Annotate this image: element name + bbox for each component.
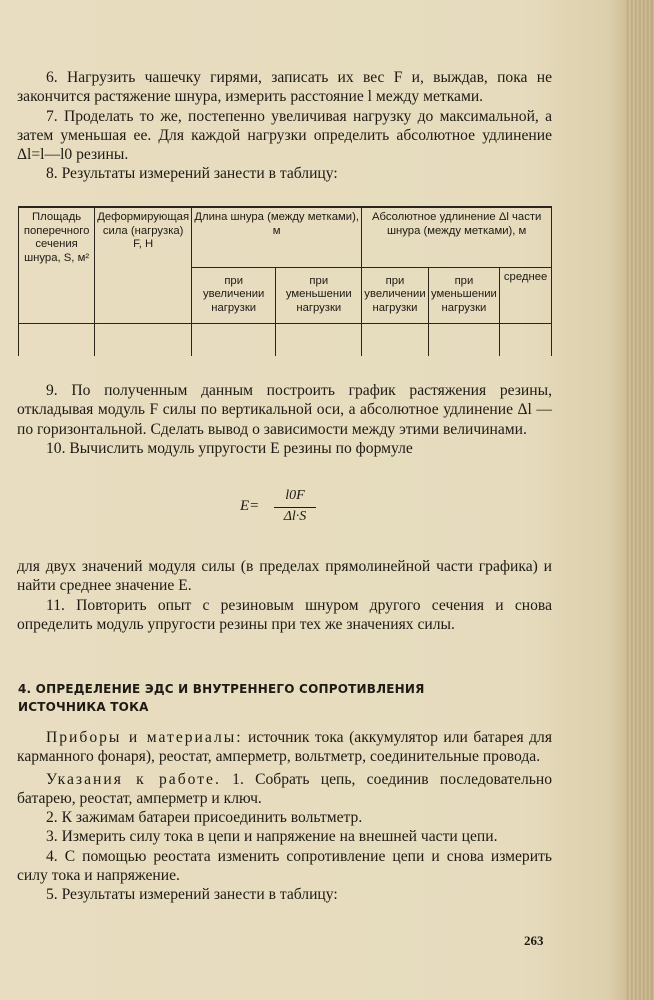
materials-paragraph xyxy=(17,728,552,767)
formula-lhs: E= xyxy=(240,498,260,514)
results-table-1 xyxy=(18,206,552,356)
step-10: 10. Вычислить модуль упругости E резины по формуле xyxy=(46,439,413,457)
table-head-elongation: Абсолютное удлинение Δl части шнура (между метками), м xyxy=(362,207,552,267)
section-heading-2: ИСТОЧНИКА ТОКА xyxy=(18,700,149,714)
step-11: 11. Повторить опыт с резиновым шнуром другого сечения и снова определить модуль упругости резины при тех же значениях силы. xyxy=(17,596,552,633)
section-body xyxy=(17,728,552,905)
table-sub-1: при увеличении нагрузки xyxy=(192,267,276,323)
instructions-text: 1. Собрать цепь, соединив последовательно батарею, реостат, амперметр и ключ. xyxy=(17,770,553,807)
table-cell xyxy=(276,323,362,356)
materials-text: источник тока (аккумулятор или батарея для карманного фонаря), реостат, амперметр, вольтметр, соединительные провода. xyxy=(17,729,552,766)
table-head-length: Длина шнура (между метками), м xyxy=(192,207,362,267)
formula-numerator: l0F xyxy=(285,488,305,503)
step-7: 7. Проделать то же, постепенно увеличивая нагрузку до максимальной, а затем уменьшая ее. Для каждой нагрузки определить абсолютное удлинение Δl=l—l0 резины. xyxy=(17,107,552,164)
page-number: 263 xyxy=(524,933,544,948)
table-cell xyxy=(428,323,500,356)
table-sub-3: при увеличении нагрузки xyxy=(362,267,428,323)
section-step-3: 3. Измерить силу тока в цепи и напряжение на внешней части цепи. xyxy=(46,828,498,846)
materials-label: Приборы и материалы: xyxy=(46,729,243,746)
step-10-continued: для двух значений модуля силы (в пределах прямолинейной части графика) и найти среднее значение E. xyxy=(17,558,552,595)
table-cell xyxy=(362,323,428,356)
fraction-bar xyxy=(274,507,316,508)
step-8: 8. Результаты измерений занести в таблицу: xyxy=(46,165,338,183)
table-cell xyxy=(500,323,552,356)
table-sub-4: при уменьшении нагрузки xyxy=(428,267,500,323)
table-head-force: Деформирующая сила (нагрузка) F, Н xyxy=(95,207,192,323)
table-cell xyxy=(95,323,192,356)
page-edge xyxy=(626,0,654,1000)
section-step-5: 5. Результаты измерений занести в таблицу: xyxy=(46,886,338,904)
section-step-4: 4. С помощью реостата изменить сопротивление цепи и снова измерить силу тока и напряжение. xyxy=(17,847,552,885)
steps-top xyxy=(17,68,552,184)
table-cell xyxy=(19,323,95,356)
steps-after xyxy=(17,557,552,634)
instructions-paragraph xyxy=(17,770,552,809)
step-9: 9. По полученным данным построить график растяжения резины, откладывая модуль F силы по вертикальной оси, а абсолютное удлинение Δl — по горизонтальной. Сделать вывод о зависимости между этими величинами. xyxy=(17,382,552,438)
steps-mid xyxy=(17,381,552,458)
table-sub-5: среднее xyxy=(500,267,552,323)
youngs-modulus-formula xyxy=(240,488,340,528)
table-head-area: Площадь поперечного сечения шнура, S, м² xyxy=(19,207,95,323)
table-sub-2: при уменьшении нагрузки xyxy=(276,267,362,323)
section-heading: 4. ОПРЕДЕЛЕНИЕ ЭДС И ВНУТРЕННЕГО СОПРОТИВЛЕНИЯ xyxy=(18,682,425,696)
table-cell xyxy=(192,323,276,356)
formula-denominator: Δl·S xyxy=(283,509,307,524)
instructions-label: Указания к работе. xyxy=(46,770,221,788)
step-6: 6. Нагрузить чашечку гирями, записать их вес F и, выждав, пока не закончится растяжение шнура, измерить расстояние l между метками. xyxy=(17,69,552,106)
section-step-2: 2. К зажимам батареи присоединить вольтметр. xyxy=(46,809,363,827)
